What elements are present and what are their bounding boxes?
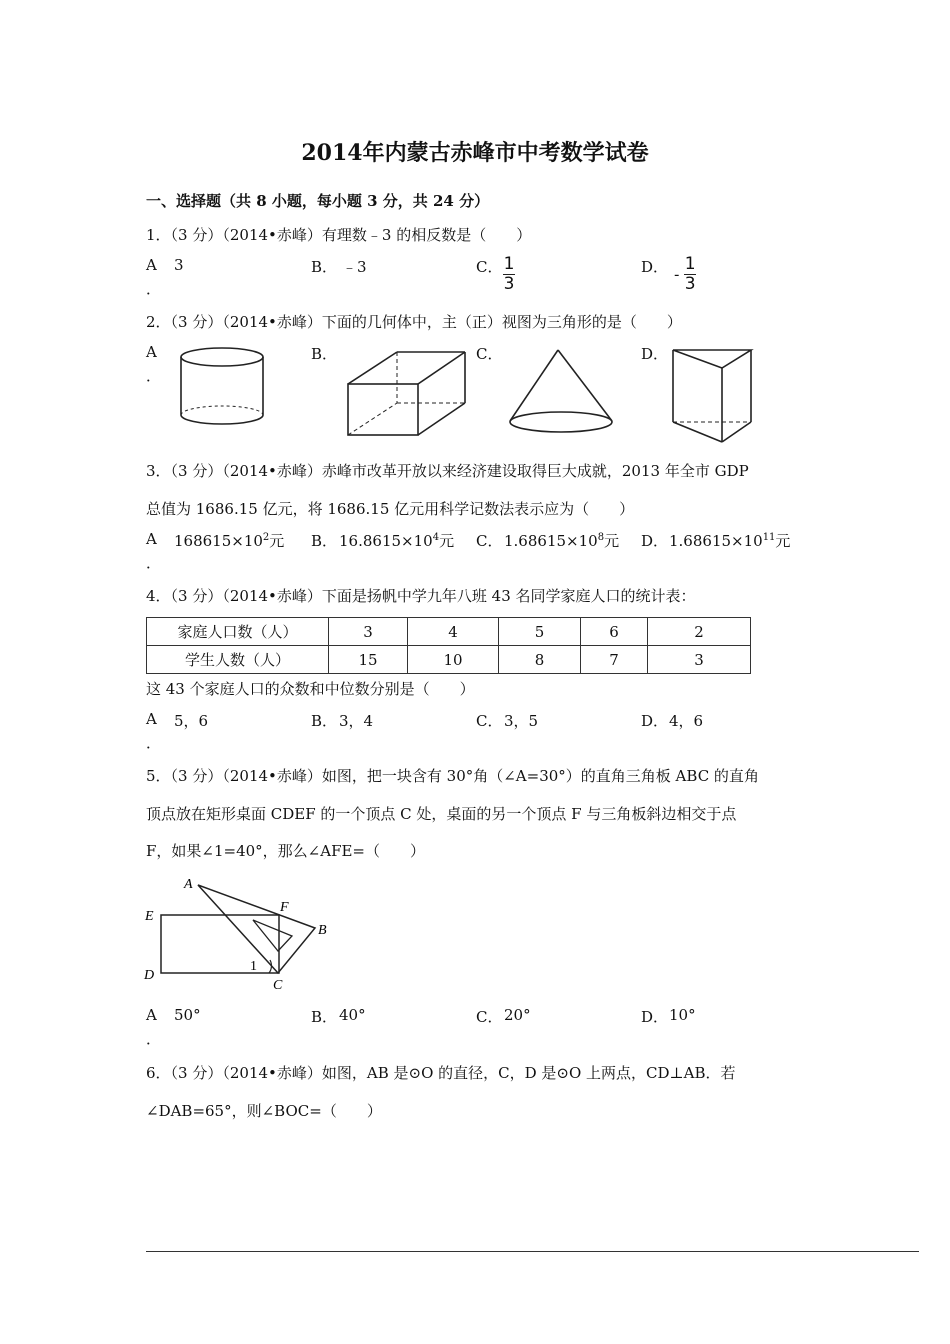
household-stats-table <box>146 617 751 674</box>
table-cell: 家庭人口数（人） <box>147 618 329 646</box>
figure-label-d: D <box>144 968 155 983</box>
q3-option-b-label: B． <box>311 532 338 550</box>
cone-figure <box>507 347 617 437</box>
q1-c-denominator: 3 <box>503 274 515 294</box>
question-3-stem-line2: 总值为 1686.15 亿元，将 1686.15 亿元用科学记数法表示应为（ ） <box>146 500 635 518</box>
q4-option-b-label: B． <box>311 712 338 730</box>
figure-label-f: F <box>280 900 289 915</box>
q3-b-unit: 元 <box>439 532 455 550</box>
q1-option-a-text: 3 <box>174 256 184 274</box>
table-cell: 5 <box>499 618 581 646</box>
q1-option-c-label: C． <box>476 258 503 276</box>
q3-b-exponent: 4 <box>432 532 440 543</box>
q5-option-b-label: B． <box>311 1008 338 1026</box>
q5-option-c-text: 20° <box>504 1006 531 1024</box>
figure-label-b: B <box>318 923 327 938</box>
figure-label-angle-1: 1 <box>250 959 257 974</box>
question-1-stem: 1．（3 分）（2014•赤峰）有理数﹣3 的相反数是（ ） <box>146 226 532 244</box>
q1-option-d-fraction <box>674 256 696 293</box>
question-6-stem-line1: 6．（3 分）（2014•赤峰）如图，AB 是⊙O 的直径，C，D 是⊙O 上两点，CD⊥AB．若 <box>146 1064 736 1082</box>
q1-option-b-text: ﹣3 <box>342 258 367 276</box>
q4-option-b-text: 3，4 <box>339 712 374 730</box>
q5-option-c-label: C． <box>476 1008 503 1026</box>
q1-d-sign: - <box>674 265 680 284</box>
q3-a-unit: 元 <box>269 532 285 550</box>
q3-option-c-text <box>504 530 619 551</box>
q5-option-a-text: 50° <box>174 1006 201 1024</box>
q1-option-a-dot: ． <box>146 280 162 298</box>
q4-option-a-text: 5，6 <box>174 712 209 730</box>
q2-option-a-dot: ． <box>146 367 162 385</box>
q3-a-base: 168615×10 <box>174 532 263 550</box>
cuboid-figure <box>345 348 470 440</box>
cylinder-figure <box>178 345 268 429</box>
figure-label-c: C <box>273 978 283 993</box>
q4-option-d-label: D． <box>641 712 669 730</box>
q4-option-c-text: 3，5 <box>504 712 539 730</box>
q4-option-a-label: A <box>146 710 157 728</box>
q3-c-unit: 元 <box>604 532 620 550</box>
table-cell: 4 <box>408 618 499 646</box>
q3-option-c-label: C． <box>476 532 503 550</box>
triangular-prism-figure <box>670 346 756 446</box>
section-heading: 一、选择题（共 8 小题，每小题 3 分，共 24 分） <box>146 192 490 210</box>
q3-option-a-label: A <box>146 530 157 548</box>
triangle-rectangle-figure <box>140 872 340 996</box>
q2-option-a-label: A <box>146 343 157 361</box>
footer-divider <box>146 1251 919 1252</box>
q5-option-d-label: D． <box>641 1008 669 1026</box>
q3-c-exponent: 8 <box>597 532 605 543</box>
table-cell: 学生人数（人） <box>147 646 329 674</box>
question-3-stem-line1: 3．（3 分）（2014•赤峰）赤峰市改革开放以来经济建设取得巨大成就，2013 年全市 GDP <box>146 462 749 480</box>
q3-d-exponent: 11 <box>762 532 776 543</box>
question-2-stem: 2．（3 分）（2014•赤峰）下面的几何体中，主（正）视图为三角形的是（ ） <box>146 313 682 331</box>
q3-d-unit: 元 <box>775 532 791 550</box>
question-4-after-text: 这 43 个家庭人口的众数和中位数分别是（ ） <box>146 680 475 698</box>
q3-a-exponent: 2 <box>262 532 270 543</box>
q2-option-c-label: C． <box>476 345 503 363</box>
q5-option-d-text: 10° <box>669 1006 696 1024</box>
q4-option-d-text: 4，6 <box>669 712 704 730</box>
q1-option-b-label: B． <box>311 258 338 276</box>
question-5-stem-line3: F，如果∠1=40°，那么∠AFE=（ ） <box>146 842 426 860</box>
q2-option-d-label: D． <box>641 345 669 363</box>
q3-option-d-text <box>669 530 790 551</box>
table-cell: 3 <box>648 646 751 674</box>
q5-option-a-dot: ． <box>146 1030 162 1048</box>
table-cell: 3 <box>329 618 408 646</box>
figure-label-e: E <box>145 909 154 924</box>
q1-option-c-fraction <box>503 256 515 293</box>
q1-option-d-label: D． <box>641 258 669 276</box>
q1-d-denominator: 3 <box>684 274 696 294</box>
q3-option-b-text <box>339 530 454 551</box>
q3-option-a-text <box>174 530 284 551</box>
q1-option-a-label: A <box>146 256 157 274</box>
q3-option-a-dot: ． <box>146 554 162 572</box>
table-cell: 7 <box>581 646 648 674</box>
q5-option-a-label: A <box>146 1006 157 1024</box>
q3-b-base: 16.8615×10 <box>339 532 433 550</box>
q4-option-c-label: C． <box>476 712 503 730</box>
q4-option-a-dot: ． <box>146 734 162 752</box>
figure-label-a: A <box>184 877 193 892</box>
question-5-stem-line1: 5．（3 分）（2014•赤峰）如图，把一块含有 30°角（∠A=30°）的直角三角板 ABC 的直角 <box>146 767 759 785</box>
q3-option-d-label: D． <box>641 532 669 550</box>
question-4-stem: 4．（3 分）（2014•赤峰）下面是扬帆中学九年八班 43 名同学家庭人口的统计表： <box>146 587 696 605</box>
table-cell: 15 <box>329 646 408 674</box>
q2-option-b-label: B． <box>311 345 338 363</box>
table-cell: 6 <box>581 618 648 646</box>
table-cell: 8 <box>499 646 581 674</box>
question-6-stem-line2: ∠DAB=65°，则∠BOC=（ ） <box>146 1102 382 1120</box>
q3-c-base: 1.68615×10 <box>504 532 598 550</box>
q3-d-base: 1.68615×10 <box>669 532 763 550</box>
q5-option-b-text: 40° <box>339 1006 366 1024</box>
table-cell: 2 <box>648 618 751 646</box>
table-row <box>147 646 751 674</box>
q1-c-numerator: 1 <box>503 254 515 274</box>
table-cell: 10 <box>408 646 499 674</box>
question-5-stem-line2: 顶点放在矩形桌面 CDEF 的一个顶点 C 处，桌面的另一个顶点 F 与三角板斜边相交于点 <box>146 805 737 823</box>
q1-d-numerator: 1 <box>684 254 696 274</box>
table-row <box>147 618 751 646</box>
page-title: 2014年内蒙古赤峰市中考数学试卷 <box>301 140 649 166</box>
